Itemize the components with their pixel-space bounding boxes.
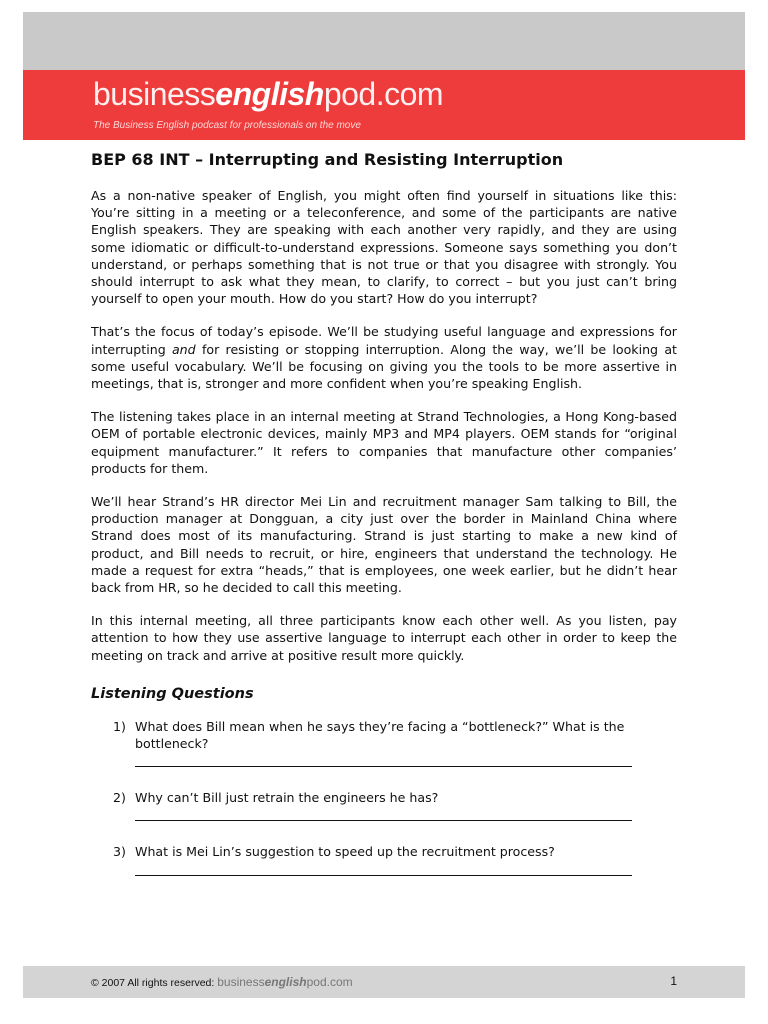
section-heading-listening-questions: Listening Questions [91,685,254,702]
answer-line[interactable] [135,806,632,821]
document-title: BEP 68 INT – Interrupting and Resisting Interruption [91,150,564,169]
page-footer [23,966,745,998]
question-1 [91,718,677,767]
question-text: What does Bill mean when he says they’re facing a “bottleneck?” What is the bottleneck? [135,718,625,752]
paragraph-intro: As a non-native speaker of English, you might often find yourself in situations like this: You’re sitting in a meeting or a teleconference, and some of the participants are native English speakers. They are speaking with each another very rapidly, and they are using some idiomatic or difficult-to-understand expressions. Someone says something you don’t understand, or perhaps something that is not true or that you disagree with strongly. You should interrupt to ask what they mean, to clarify, to correct – but you just can’t bring yourself to open your mouth. How do you start? How do you interrupt? [91,188,677,307]
document-body [91,150,677,898]
question-2 [91,789,677,821]
paragraph-focus: That’s the focus of today’s episode. We’ll be studying useful language and expressions for interrupting and for resisting or stopping interruption. Along the way, we’ll be looking at some useful vocabulary. We’ll be focusing on giving you the tools to be more assertive in meetings, that is, stronger and more confident when you’re speaking English. [91,324,677,392]
footer-logo: businessenglishpod.com [217,975,353,989]
paragraph-participants: We’ll hear Strand’s HR director Mei Lin and recruitment manager Sam talking to Bill, the production manager at Dongguan, a city just over the border in Mainland China where Strand does most of its manufacturing. Strand is just starting to make a new kind of product, and Bill needs to recruit, or hire, engineers that understand the technology. He made a request for extra “heads,” that is employees, one week earlier, but he didn’t hear back from HR, so he decided to call this meeting. [91,494,677,596]
question-number: 3) [113,844,126,860]
site-logo: businessenglishpod.com [93,76,444,112]
question-number: 1) [113,718,126,734]
header-banner [23,70,745,140]
footer-copyright: © 2007 All rights reserved: businessenglishpod.com [91,975,353,989]
question-text: What is Mei Lin’s suggestion to speed up the recruitment process? [135,844,555,860]
answer-line[interactable] [135,752,632,767]
question-3 [91,843,677,875]
top-gray-bar [23,12,745,70]
page-number: 1 [670,974,677,988]
question-number: 2) [113,790,126,806]
answer-line[interactable] [135,861,632,876]
tagline: The Business English podcast for professionals on the move [93,120,361,131]
paragraph-attention: In this internal meeting, all three participants know each other well. As you listen, pay attention to how they use assertive language to interrupt each other in order to keep the meeting on track and arrive at positive result more quickly. [91,613,677,663]
question-text: Why can’t Bill just retrain the engineers he has? [135,790,439,806]
paragraph-listening: The listening takes place in an internal meeting at Strand Technologies, a Hong Kong-based OEM of portable electronic devices, mainly MP3 and MP4 players. OEM stands for “original equipment manufacturer.” It refers to companies that manufacture other companies’ products for them. [91,409,677,476]
questions-list [91,718,677,876]
